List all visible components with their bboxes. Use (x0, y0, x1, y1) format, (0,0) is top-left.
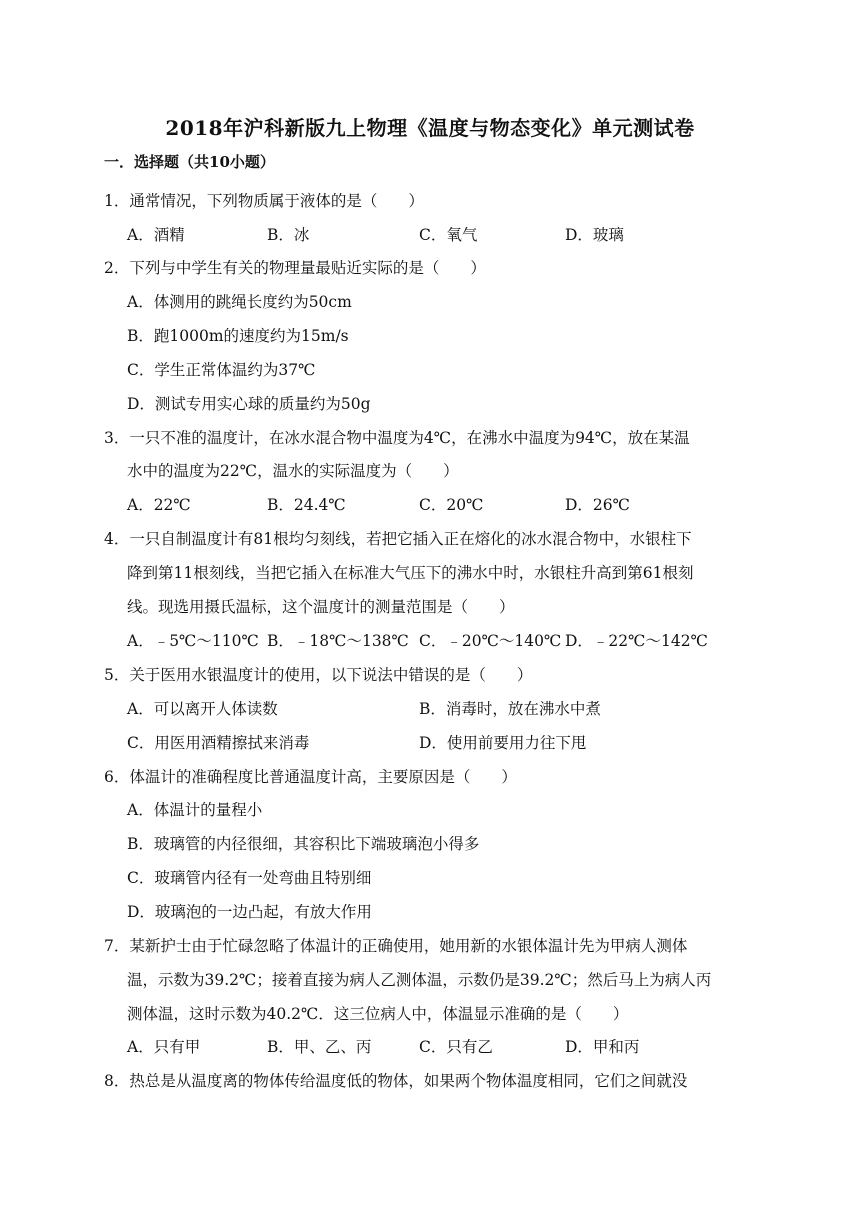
q7-option-b: B．甲、乙、丙 (267, 1038, 372, 1056)
q6-option-c: C．玻璃管内径有一处弯曲且特别细 (127, 869, 372, 887)
q7-option-d: D．甲和丙 (565, 1038, 640, 1056)
q1-option-c: C．氧气 (419, 226, 478, 244)
q6-option-b: B．玻璃管的内径很细，其容积比下端玻璃泡小得多 (127, 835, 480, 853)
question-4-stem-line-1: 4．一只自制温度计有81根均匀刻线，若把它插入正在熔化的冰水混合物中，水银柱下 (104, 530, 692, 548)
question-1-stem: 1．通常情况，下列物质属于液体的是（ ） (104, 192, 424, 210)
q4-option-d: D．﹣22℃～142℃ (565, 632, 708, 650)
q2-option-b: B．跑1000m的速度约为15m/s (127, 327, 349, 345)
question-5-stem: 5．关于医用水银温度计的使用，以下说法中错误的是（ ） (104, 666, 533, 684)
q4-option-c: C．﹣20℃～140℃ (419, 632, 562, 650)
question-7-stem-line-3: 测体温，这时示数为40.2℃．这三位病人中，体温显示准确的是（ ） (127, 1005, 629, 1023)
q6-option-d: D．玻璃泡的一边凸起，有放大作用 (127, 903, 372, 921)
q3-option-c: C．20℃ (419, 496, 484, 514)
q7-option-c: C．只有乙 (419, 1038, 493, 1056)
q2-option-a: A．体测用的跳绳长度约为50cm (127, 293, 352, 311)
q4-option-b: B．﹣18℃～138℃ (267, 632, 409, 650)
question-7-stem-line-2: 温，示数为39.2℃；接着直接为病人乙测体温，示数仍是39.2℃；然后马上为病人丙 (127, 971, 712, 989)
q5-option-c: C．用医用酒精擦拭来消毒 (127, 734, 310, 752)
q5-option-b: B．消毒时，放在沸水中煮 (419, 700, 601, 718)
q3-option-b: B．24.4℃ (267, 496, 346, 514)
page-title: 2018年沪科新版九上物理《温度与物态变化》单元测试卷 (165, 116, 695, 140)
question-2-stem: 2．下列与中学生有关的物理量最贴近实际的是（ ） (104, 259, 486, 277)
q5-option-d: D．使用前要用力往下甩 (419, 734, 587, 752)
q3-option-a: A．22℃ (127, 496, 191, 514)
q6-option-a: A．体温计的量程小 (127, 801, 263, 819)
q3-option-d: D．26℃ (565, 496, 630, 514)
q1-option-b: B．冰 (267, 226, 310, 244)
q1-option-a: A．酒精 (127, 226, 185, 244)
question-8-stem-line-1: 8．热总是从温度离的物体传给温度低的物体，如果两个物体温度相同，它们之间就没 (104, 1072, 688, 1090)
q2-option-d: D．测试专用实心球的质量约为50g (127, 395, 371, 413)
q7-option-a: A．只有甲 (127, 1038, 201, 1056)
q4-option-a: A．﹣5℃～110℃ (127, 632, 259, 650)
q2-option-c: C．学生正常体温约为37℃ (127, 361, 316, 379)
question-3-stem-line-1: 3．一只不准的温度计，在冰水混合物中温度为4℃，在沸水中温度为94℃，放在某温 (104, 429, 690, 447)
q1-option-d: D．玻璃 (565, 226, 624, 244)
question-3-stem-line-2: 水中的温度为22℃，温水的实际温度为（ ） (127, 462, 459, 480)
q5-option-a: A．可以离开人体读数 (127, 700, 278, 718)
question-4-stem-line-2: 降到第11根刻线，当把它插入在标准大气压下的沸水中时，水银柱升高到第61根刻 (127, 564, 694, 582)
question-4-stem-line-3: 线。现选用摄氏温标，这个温度计的测量范围是（ ） (127, 598, 515, 616)
section-heading: 一．选择题（共10小题） (104, 153, 275, 171)
question-7-stem-line-1: 7．某新护士由于忙碌忽略了体温计的正确使用，她用新的水银体温计先为甲病人测体 (104, 937, 688, 955)
question-6-stem: 6．体温计的准确程度比普通温度计高，主要原因是（ ） (104, 768, 517, 786)
